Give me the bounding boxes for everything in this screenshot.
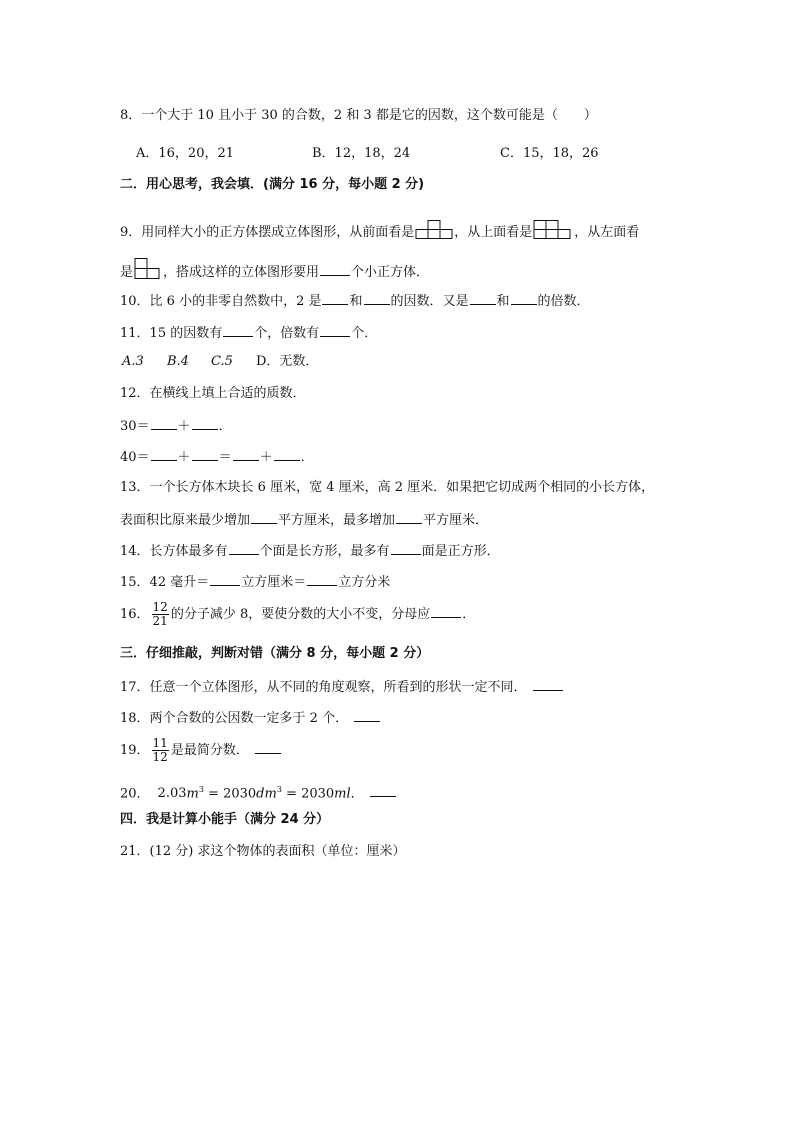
answer-blank[interactable] bbox=[251, 511, 277, 524]
question-12: 12．在横线上填上合适的质数． bbox=[120, 386, 306, 401]
q13-text: 表面积比原来最少增加 bbox=[120, 513, 251, 528]
question-20 bbox=[120, 782, 397, 802]
answer-blank[interactable] bbox=[322, 292, 348, 305]
q20-exponent: 3 bbox=[276, 785, 282, 794]
q14-text: 个面是长方形，最多有 bbox=[259, 544, 390, 559]
section-3-heading: 三．仔细推敲，判断对错（满分 8 分，每小题 2 分） bbox=[120, 646, 430, 661]
fraction bbox=[152, 737, 169, 764]
option-d[interactable]: D．无数． bbox=[256, 354, 319, 369]
q16-text: ． bbox=[462, 607, 476, 622]
q12-text: 40＝ bbox=[120, 450, 150, 465]
answer-blank[interactable] bbox=[223, 324, 253, 337]
question-9-line-2 bbox=[120, 258, 429, 281]
q12-text: ． bbox=[218, 419, 232, 434]
q10-text-5: 的倍数． bbox=[537, 294, 590, 309]
q20-value: = 2030 bbox=[203, 786, 257, 802]
q12-text: ． bbox=[300, 450, 314, 465]
q12-text: 30＝ bbox=[120, 419, 150, 434]
question-8 bbox=[120, 108, 597, 124]
q20-unit: ml bbox=[334, 786, 351, 802]
answer-blank[interactable] bbox=[370, 784, 396, 797]
q9-text-2: ，从上面看是 bbox=[454, 225, 533, 240]
q18-text: 18．两个合数的公因数一定多于 2 个． bbox=[120, 711, 349, 726]
answer-blank[interactable] bbox=[354, 709, 380, 722]
q11-text-2: 个，倍数有 bbox=[254, 326, 320, 341]
q20-unit: dm bbox=[256, 786, 277, 802]
answer-blank[interactable] bbox=[511, 292, 537, 305]
question-18 bbox=[120, 709, 381, 727]
fraction bbox=[152, 601, 169, 628]
q12-text: ＋ bbox=[177, 450, 191, 465]
q15-text: 立方厘米＝ bbox=[241, 575, 307, 590]
question-11 bbox=[120, 324, 377, 342]
question-9-line-1 bbox=[120, 220, 639, 241]
option-b[interactable]: B.4 bbox=[167, 354, 189, 369]
q14-text: 14．长方体最多有 bbox=[120, 544, 228, 559]
q12-text: ＋ bbox=[259, 450, 273, 465]
q10-text-2: 和 bbox=[349, 294, 363, 309]
question-11-options bbox=[122, 354, 318, 370]
question-8-options bbox=[136, 146, 599, 162]
answer-blank[interactable] bbox=[274, 448, 300, 461]
top-view-cubes-icon bbox=[533, 220, 573, 240]
q11-text-1: 11．15 的因数有 bbox=[120, 326, 223, 341]
answer-blank[interactable] bbox=[470, 292, 496, 305]
option-b[interactable]: B．12，18，24 bbox=[312, 146, 411, 161]
question-17 bbox=[120, 678, 564, 696]
q13-text: 平方厘米． bbox=[423, 513, 489, 528]
option-a[interactable]: A．16，20，21 bbox=[136, 146, 235, 161]
question-19 bbox=[120, 736, 282, 766]
answer-blank[interactable] bbox=[151, 448, 177, 461]
q9-text-3: ，从左面看 bbox=[574, 225, 640, 240]
question-12-line-1 bbox=[120, 417, 232, 435]
q9-text-5: ，搭成这样的立体图形要用 bbox=[163, 265, 320, 280]
q19-text: 19． bbox=[120, 743, 150, 758]
q12-text: ＋ bbox=[177, 419, 191, 434]
question-21: 21．(12 分) 求这个物体的表面积（单位：厘米） bbox=[120, 844, 406, 859]
q20-value: 2.03 bbox=[157, 786, 187, 802]
q20-exponent: 3 bbox=[198, 785, 204, 794]
q10-text-1: 10．比 6 小的非零自然数中，2 是 bbox=[120, 294, 322, 309]
q16-text: 16． bbox=[120, 607, 150, 622]
q9-text-1: 9．用同样大小的正方体摆成立体图形，从前面看是 bbox=[120, 225, 415, 240]
answer-blank[interactable] bbox=[229, 542, 259, 555]
answer-blank[interactable] bbox=[307, 573, 337, 586]
denominator: 12 bbox=[152, 750, 168, 764]
q14-text: 面是正方形． bbox=[421, 544, 500, 559]
answer-blank[interactable] bbox=[151, 417, 177, 430]
q20-text: 20． bbox=[120, 786, 150, 802]
q20-text: ． bbox=[350, 786, 364, 802]
option-c[interactable]: C.5 bbox=[211, 354, 233, 369]
q15-text: 15．42 毫升＝ bbox=[120, 575, 210, 590]
q12-text: ＝ bbox=[218, 450, 232, 465]
answer-blank[interactable] bbox=[192, 448, 218, 461]
q16-text: 的分子减少 8，要使分数的大小不变，分母应 bbox=[170, 607, 431, 622]
q9-text-6: 个小正方体． bbox=[351, 265, 430, 280]
denominator: 21 bbox=[152, 614, 168, 628]
q9-text-4: 是 bbox=[120, 265, 134, 280]
option-c[interactable]: C．15，18，26 bbox=[500, 146, 599, 161]
q11-text-3: 个． bbox=[351, 326, 378, 341]
answer-blank[interactable] bbox=[255, 741, 281, 754]
section-2-heading: 二．用心思考，我会填．(满分 16 分，每小题 2 分) bbox=[120, 177, 425, 192]
question-13-line-2 bbox=[120, 511, 488, 529]
q20-value: = 2030 bbox=[281, 786, 335, 802]
answer-blank[interactable] bbox=[192, 417, 218, 430]
question-13-line-1: 13．一个长方体木块长 6 厘米，宽 4 厘米，高 2 厘米．如果把它切成两个相同的小长方体， bbox=[120, 480, 655, 495]
q19-text: 是最简分数． bbox=[170, 743, 249, 758]
answer-blank[interactable] bbox=[533, 678, 563, 691]
left-view-cubes-icon bbox=[134, 258, 162, 280]
q17-text: 17．任意一个立体图形，从不同的角度观察，所看到的形状一定不同． bbox=[120, 680, 527, 695]
question-8-text: 8．一个大于 10 且小于 30 的合数，2 和 3 都是它的因数，这个数可能是（ ） bbox=[120, 108, 597, 123]
question-10 bbox=[120, 292, 590, 310]
answer-blank[interactable] bbox=[364, 292, 390, 305]
answer-blank[interactable] bbox=[233, 448, 259, 461]
answer-blank[interactable] bbox=[210, 573, 240, 586]
answer-blank[interactable] bbox=[391, 542, 421, 555]
question-14 bbox=[120, 542, 500, 560]
front-view-cubes-icon bbox=[415, 220, 453, 240]
section-4-heading: 四．我是计算小能手（满分 24 分） bbox=[120, 812, 330, 827]
q10-text-4: 和 bbox=[496, 294, 510, 309]
q15-text: 立方分米 bbox=[338, 575, 391, 590]
answer-blank[interactable] bbox=[320, 324, 350, 337]
question-16 bbox=[120, 600, 475, 630]
q20-unit: m bbox=[186, 786, 199, 802]
question-12-line-2 bbox=[120, 448, 314, 466]
answer-blank[interactable] bbox=[320, 263, 350, 276]
option-a[interactable]: A.3 bbox=[122, 354, 144, 369]
question-15 bbox=[120, 573, 390, 591]
numerator: 12 bbox=[152, 600, 168, 614]
q10-text-3: 的因数．又是 bbox=[390, 294, 469, 309]
answer-blank[interactable] bbox=[431, 605, 461, 618]
q13-text: 平方厘米，最多增加 bbox=[278, 513, 396, 528]
answer-blank[interactable] bbox=[396, 511, 422, 524]
numerator: 11 bbox=[152, 736, 168, 750]
